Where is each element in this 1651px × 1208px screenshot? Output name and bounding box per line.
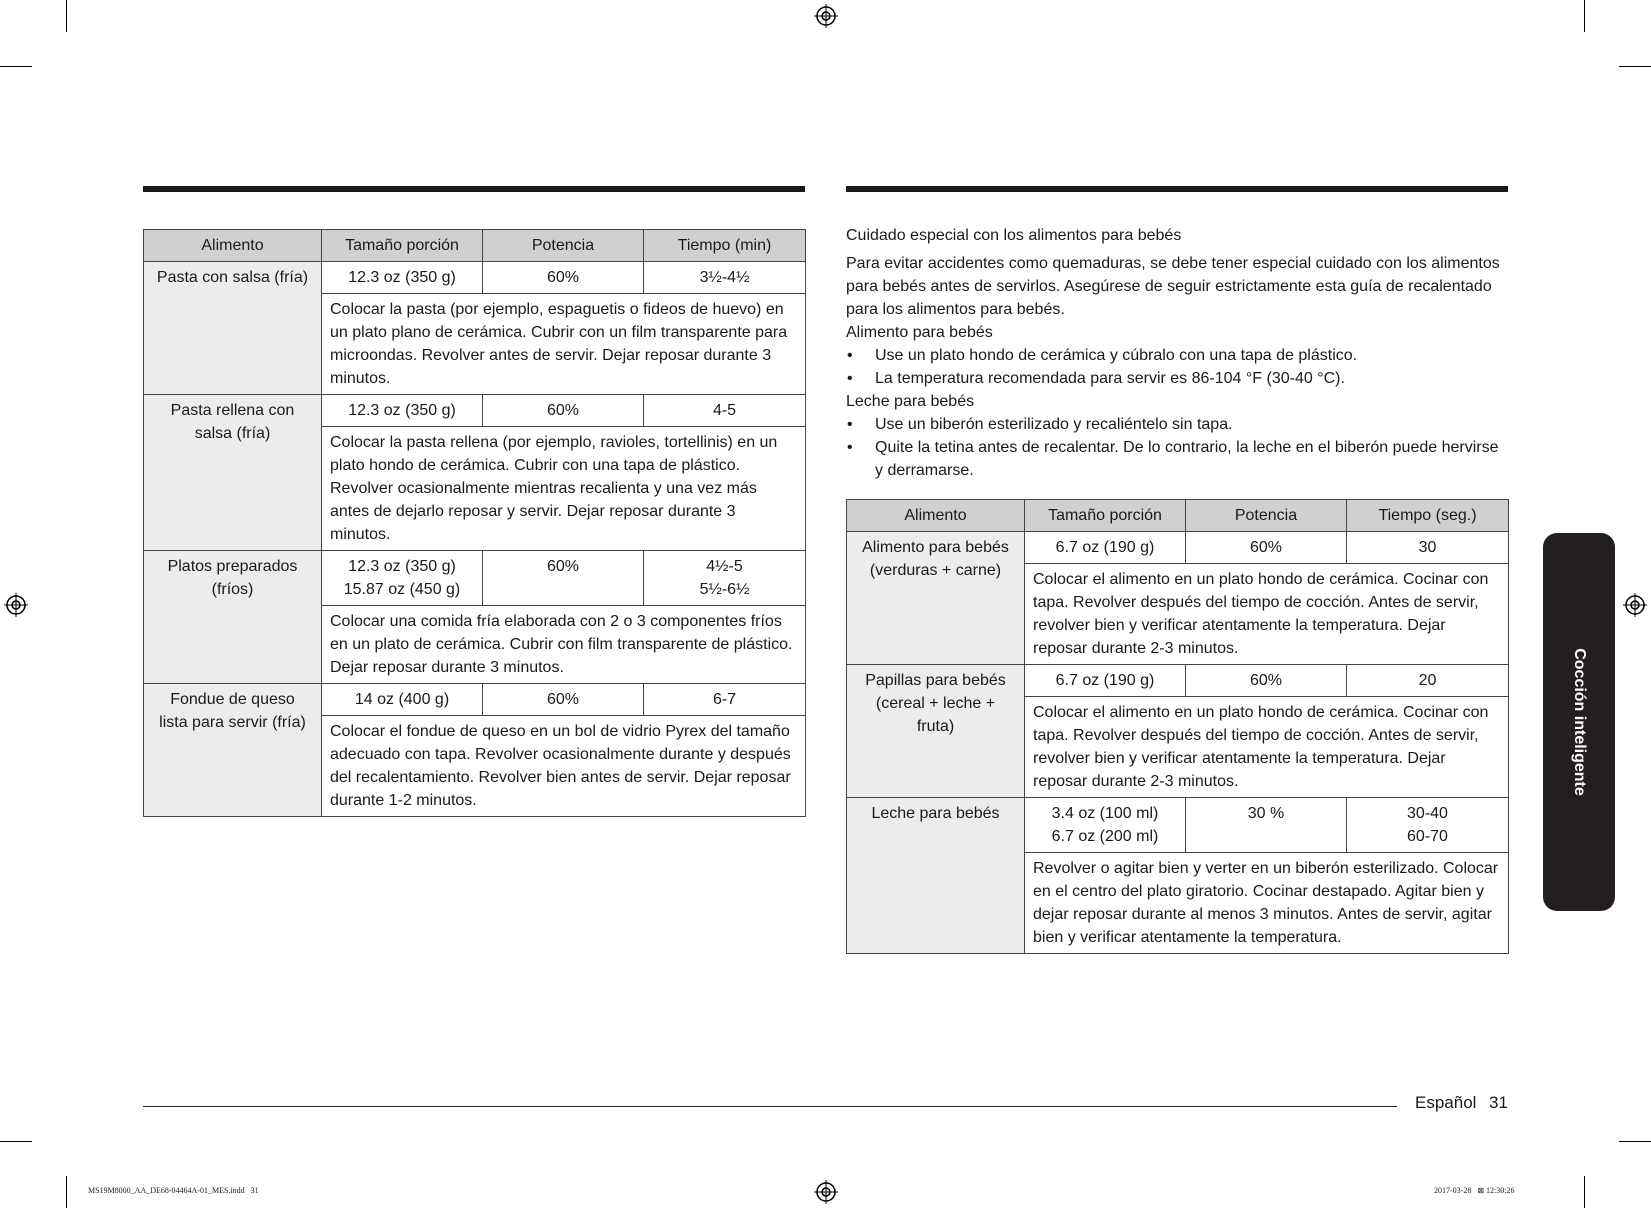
column-header-time: Tiempo (seg.) [1347,500,1509,532]
baby-food-section [846,224,1506,482]
chapter-tab-label: Cocción inteligente [1571,648,1588,796]
power-level: 60% [1186,532,1347,564]
column-header-portion: Tamaño porción [1025,500,1186,532]
power-level: 60% [483,551,644,606]
intro-paragraph: Para evitar accidentes como quemaduras, se debe tener especial cuidado con los alimentos para bebés antes de servirlos. Asegúrese de seguir estrictamente esta guía de recalentado para los alimentos para bebés. [846,255,1500,318]
cook-time: 6-7 [644,684,806,716]
crop-mark [0,1141,32,1142]
subheading-baby-milk: Leche para bebés [846,393,975,410]
column-header-food: Alimento [847,500,1025,532]
power-level: 60% [483,684,644,716]
column-header-power: Potencia [483,230,644,262]
food-name: Papillas para bebés (cereal + leche + fruta) [847,665,1025,798]
crop-mark [1619,66,1651,67]
food-name: Platos preparados (fríos) [144,551,322,684]
crop-mark [1619,1141,1651,1142]
power-level: 60% [483,395,644,427]
page-number: 31 [1489,1093,1508,1112]
power-level: 60% [483,262,644,294]
portion-size: 6.7 oz (190 g) [1025,665,1186,697]
instructions: Colocar la pasta rellena (por ejemplo, ravioles, tortellinis) en un plato hondo de cerámica. Cubrir con una tapa de plástico. Revolver ocasionalmente mientras recalienta y una vez más antes de dejarlo reposar y servir. Dejar reposar durante 3 minutos. [322,427,806,551]
table-row [144,395,806,427]
instructions: Colocar la pasta (por ejemplo, espaguetis o fideos de huevo) en un plato plano de cerámica. Cubrir con un film transparente para microondas. Revolver antes de servir. Dejar reposar durante 3 minutos. [322,294,806,395]
date-slug: 2017-03-28 ⊠ 12:30:26 [1434,1186,1515,1195]
food-name: Alimento para bebés (verduras + carne) [847,532,1025,665]
instructions: Colocar el alimento en un plato hondo de cerámica. Cocinar con tapa. Revolver después del tiempo de cocción. Antes de servir, revolver bien y verificar atentamente la temperatura. Dejar reposar durante 2-3 minutos. [1025,697,1509,798]
footer-language: Español [1415,1093,1477,1112]
table-row [847,665,1509,697]
crop-mark [1584,0,1585,32]
subheading-baby-food: Alimento para bebés [846,324,993,341]
portion-size: 3.4 oz (100 ml) 6.7 oz (200 ml) [1025,798,1186,853]
column-header-time: Tiempo (min) [644,230,806,262]
instructions: Colocar el alimento en un plato hondo de cerámica. Cocinar con tapa. Revolver después del tiempo de cocción. Antes de servir, revolver bien y verificar atentamente la temperatura. Dejar reposar durante 2-3 minutos. [1025,564,1509,665]
portion-size: 12.3 oz (350 g) 15.87 oz (450 g) [322,551,483,606]
instructions: Colocar una comida fría elaborada con 2 o 3 componentes fríos en un plato de cerámica. Cubrir con film transparente de plástico. Dejar reposar durante 3 minutos. [322,606,806,684]
power-level: 60% [1186,665,1347,697]
table-header-row [847,500,1509,532]
cook-time: 30-40 60-70 [1347,798,1509,853]
registration-mark-icon [814,1180,838,1204]
table-row [847,532,1509,564]
crop-mark [66,0,67,32]
baby-food-table [846,499,1509,954]
crop-mark [66,1176,67,1208]
portion-size: 14 oz (400 g) [322,684,483,716]
baby-food-bullet-list [846,344,1506,390]
table-row [144,551,806,606]
instructions: Colocar el fondue de queso en un bol de vidrio Pyrex del tamaño adecuado con tapa. Revolver ocasionalmente durante y después del recalentamiento. Revolver bien antes de servir. Dejar reposar durante 1-2 minutos. [322,716,806,817]
chapter-tab [1543,533,1615,911]
crop-mark [1584,1176,1585,1208]
food-name: Pasta con salsa (fría) [144,262,322,395]
footer-rule [143,1106,1397,1107]
food-name: Fondue de queso lista para servir (fría) [144,684,322,817]
section-heading: Cuidado especial con los alimentos para bebés [846,227,1182,244]
power-level: 30 % [1186,798,1347,853]
cook-time: 30 [1347,532,1509,564]
cook-time: 4½-5 5½-6½ [644,551,806,606]
table-header-row [144,230,806,262]
food-name: Leche para bebés [847,798,1025,954]
portion-size: 12.3 oz (350 g) [322,262,483,294]
section-rule-left [143,186,805,192]
list-item: • La temperatura recomendada para servir es 86-104 °F (30-40 °C). [846,367,1506,390]
list-item: • Use un plato hondo de cerámica y cúbralo con una tapa de plástico. [846,344,1506,367]
cook-time: 3½-4½ [644,262,806,294]
column-header-portion: Tamaño porción [322,230,483,262]
table-row [144,684,806,716]
table-row [144,262,806,294]
list-item: • Use un biberón esterilizado y recaliéntelo sin tapa. [846,413,1506,436]
reheating-table [143,229,806,817]
portion-size: 12.3 oz (350 g) [322,395,483,427]
registration-mark-icon [814,4,838,28]
column-header-power: Potencia [1186,500,1347,532]
portion-size: 6.7 oz (190 g) [1025,532,1186,564]
column-header-food: Alimento [144,230,322,262]
crop-mark [0,66,32,67]
registration-mark-icon [4,593,28,617]
food-name: Pasta rellena con salsa (fría) [144,395,322,551]
file-slug: MS19M8000_AA_DE68-04464A-01_MES.indd 31 [88,1186,259,1195]
table-row [847,798,1509,853]
baby-milk-bullet-list [846,413,1506,482]
registration-mark-icon [1623,593,1647,617]
cook-time: 20 [1347,665,1509,697]
instructions: Revolver o agitar bien y verter en un biberón esterilizado. Colocar en el centro del plato giratorio. Cocinar destapado. Agitar bien y dejar reposar durante al menos 3 minutos. Antes de servir, agitar bien y verificar atentamente la temperatura. [1025,853,1509,954]
section-rule-right [846,186,1508,192]
list-item: • Quite la tetina antes de recalentar. De lo contrario, la leche en el biberón puede hervirse y derramarse. [846,436,1506,482]
cook-time: 4-5 [644,395,806,427]
